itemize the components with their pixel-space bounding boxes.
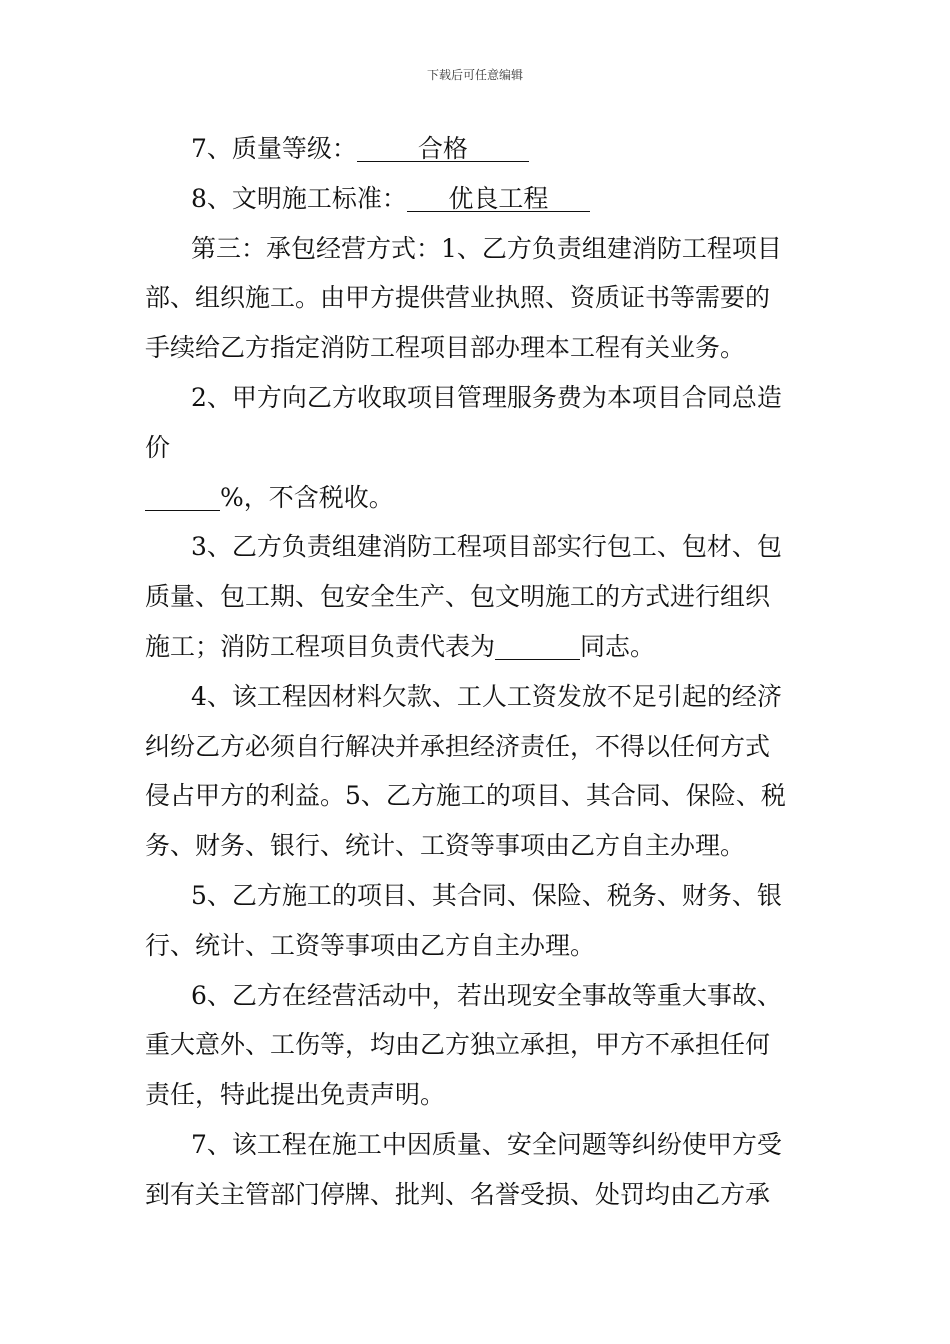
civilized-standard-label: 8、文明施工标准： [191, 183, 407, 213]
paragraph-line: 第三：承包经营方式：1、乙方负责组建消防工程项目 [191, 233, 782, 263]
project-representative-line [145, 622, 807, 672]
civilized-standard-value: 优良工程 [407, 187, 590, 212]
paragraph-line: 价 [145, 432, 171, 462]
paragraph-line: 务、财务、银行、统计、工资等事项由乙方自主办理。 [145, 831, 746, 861]
paragraph-line: 重大意外、工伤等，均由乙方独立承担，甲方不承担任何 [145, 1030, 771, 1060]
fee-percentage-line [145, 473, 807, 523]
representative-suffix: 同志。 [580, 631, 656, 661]
fee-percentage-blank [145, 486, 220, 511]
document-body [145, 124, 807, 1220]
paragraph-line: 5、乙方施工的项目、其合同、保险、税务、财务、银 [191, 880, 782, 910]
paragraph-line: 纠纷乙方必须自行解决并承担经济责任，不得以任何方式 [145, 731, 771, 761]
representative-blank [495, 635, 580, 660]
paragraph-line: 7、该工程在施工中因质量、安全问题等纠纷使甲方受 [191, 1129, 782, 1159]
paragraph-line: 责任，特此提出免责声明。 [145, 1080, 446, 1110]
paragraph-line: 4、该工程因材料欠款、工人工资发放不足引起的经济 [191, 681, 782, 711]
civilized-standard-line [145, 174, 807, 224]
paragraph-line: 部、组织施工。由甲方提供营业执照、资质证书等需要的 [145, 283, 771, 313]
quality-grade-line [145, 124, 807, 174]
paragraph-line: 侵占甲方的利益。5、乙方施工的项目、其合同、保险、税 [145, 781, 786, 811]
page-header: 下载后可任意编辑 [426, 68, 523, 82]
representative-label: 施工；消防工程项目负责代表为 [145, 631, 496, 661]
paragraph-line: 质量、包工期、包安全生产、包文明施工的方式进行组织 [145, 582, 771, 612]
paragraph-line: 到有关主管部门停牌、批判、名誉受损、处罚均由乙方承 [145, 1179, 771, 1209]
fee-percentage-suffix: %，不含税收。 [220, 482, 394, 512]
quality-grade-value: 合格 [357, 137, 529, 162]
paragraph-line: 2、甲方向乙方收取项目管理服务费为本项目合同总造 [191, 382, 782, 412]
paragraph-line: 3、乙方负责组建消防工程项目部实行包工、包材、包 [191, 532, 782, 562]
quality-grade-label: 7、质量等级： [191, 134, 357, 163]
paragraph-line: 行、统计、工资等事项由乙方自主办理。 [145, 930, 596, 960]
paragraph-line: 手续给乙方指定消防工程项目部办理本工程有关业务。 [145, 333, 746, 363]
paragraph-line: 6、乙方在经营活动中，若出现安全事故等重大事故、 [191, 980, 782, 1010]
